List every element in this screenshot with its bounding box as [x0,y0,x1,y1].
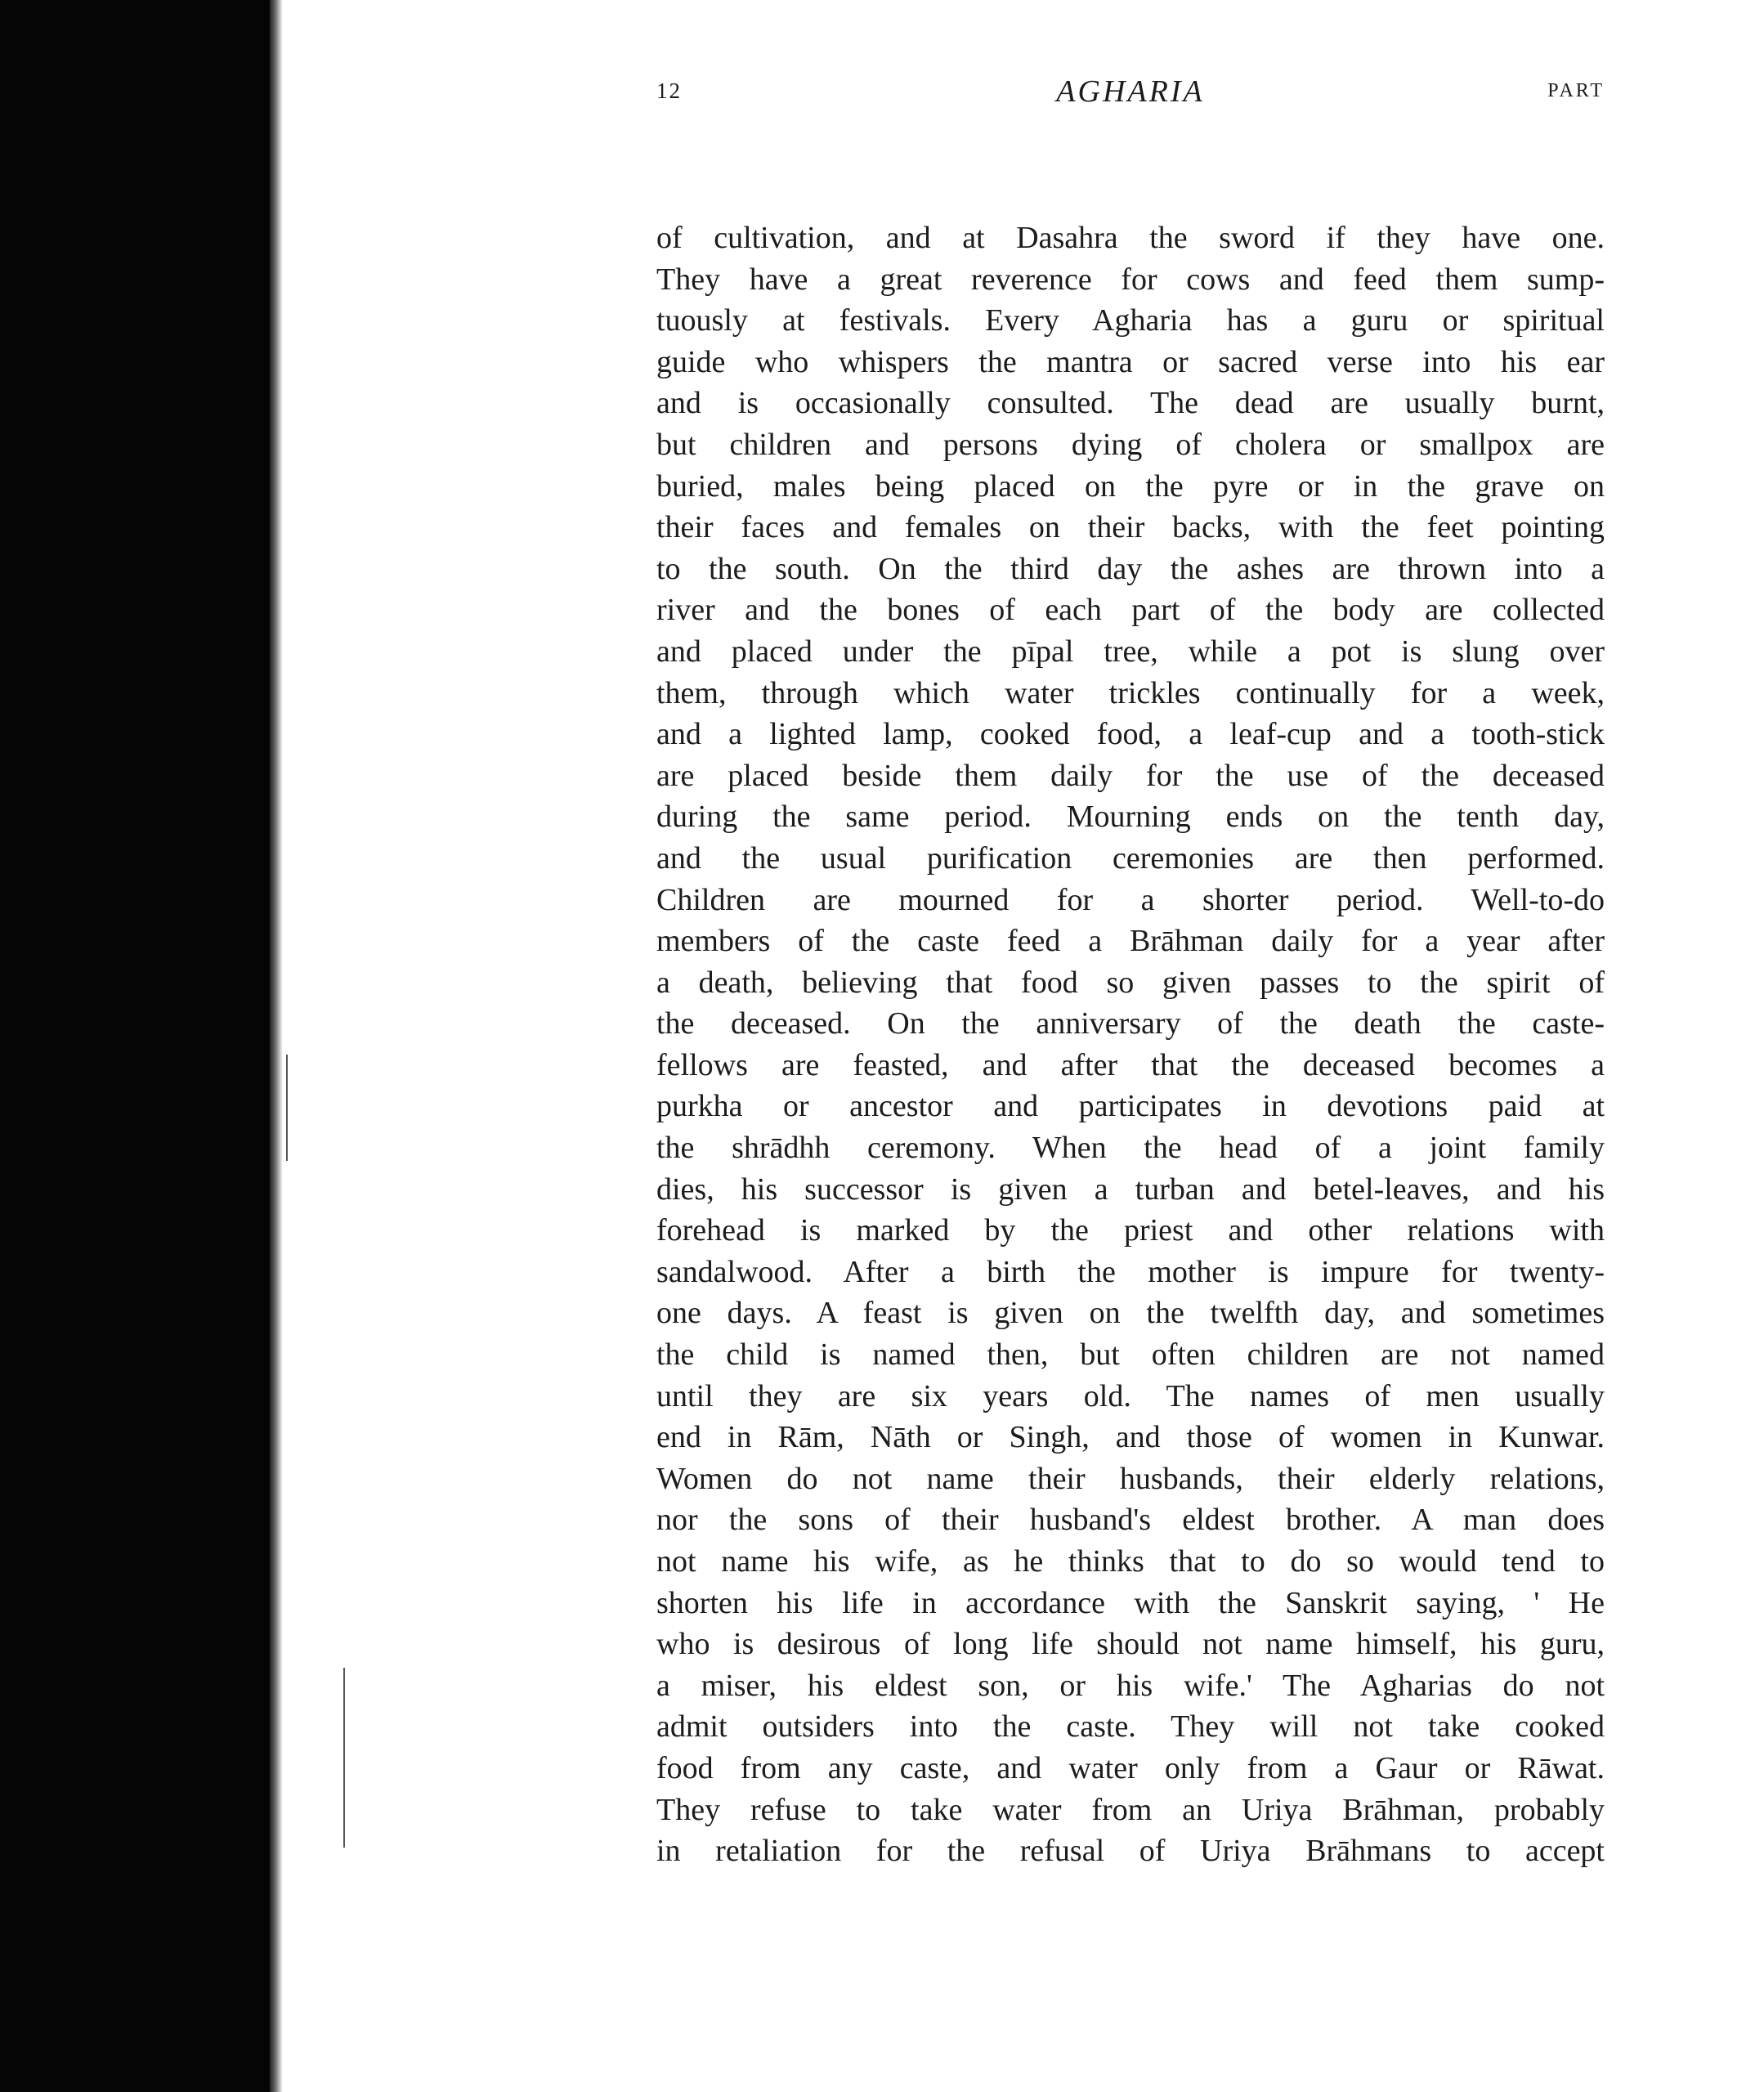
text-line: food from any caste, and water only from a Gaur or Rāwat. [656,1750,1605,1785]
page-number: 12 [656,78,682,103]
page-edge-mark [286,1055,288,1161]
running-head [656,74,1605,123]
text-line: buried, males being placed on the pyre or in the grave on [656,468,1605,504]
text-line: sandalwood. After a birth the mother is impure for twenty- [656,1254,1605,1289]
text-line: who is desirous of long life should not name himself, his guru, [656,1627,1605,1662]
text-line: and a lighted lamp, cooked food, a leaf-cup and a tooth-stick [656,717,1605,752]
text-line: the deceased. On the anniversary of the death the caste- [656,1006,1605,1042]
text-line: to the south. On the third day the ashes are thrown into a [656,551,1605,586]
text-line: tuously at festivals. Every Agharia has a guru or spiritual [656,303,1605,338]
text-line: Women do not name their husbands, their elderly relations, [656,1461,1605,1496]
page-gutter [270,0,283,2092]
text-line: the child is named then, but often children are not named [656,1337,1605,1373]
text-line: They refuse to take water from an Uriya Brāhman, probably [656,1792,1605,1827]
text-line: them, through which water trickles continually for a week, [656,675,1605,710]
text-line: in retaliation for the refusal of Uriya Brāhmans to accept [656,1834,1605,1869]
text-line: They have a great reverence for cows and feed them sump- [656,262,1605,297]
text-line: river and the bones of each part of the body are collected [656,593,1605,628]
text-line: the shrādhh ceremony. When the head of a joint family [656,1131,1605,1166]
text-line: members of the caste feed a Brāhman daily for a year after [656,924,1605,959]
text-line: and placed under the pīpal tree, while a pot is slung over [656,634,1605,669]
text-line: and is occasionally consulted. The dead are usually burnt, [656,386,1605,421]
text-line: until they are six years old. The names of men usually [656,1378,1605,1413]
text-line: their faces and females on their backs, with the feet pointing [656,510,1605,545]
text-line: but children and persons dying of cholera or smallpox are [656,427,1605,462]
book-binding-shadow [0,0,270,2092]
body-paragraph [656,217,1605,1872]
part-label: PART [1547,80,1605,101]
text-line: one days. A feast is given on the twelfth day, and sometimes [656,1296,1605,1331]
text-line: end in Rām, Nāth or Singh, and those of women in Kunwar. [656,1420,1605,1455]
text-line: not name his wife, as he thinks that to do so would tend to [656,1544,1605,1579]
text-line: Children are mourned for a shorter period. Well-to-do [656,882,1605,917]
text-line: forehead is marked by the priest and other relations with [656,1213,1605,1248]
book-page [656,74,1605,1872]
text-line: a death, believing that food so given passes to the spirit of [656,965,1605,1000]
text-line: dies, his successor is given a turban and betel-leaves, and his [656,1171,1605,1207]
text-line: admit outsiders into the caste. They will not take cooked [656,1709,1605,1745]
text-line: shorten his life in accordance with the Sanskrit saying, ' He [656,1585,1605,1620]
text-line: fellows are feasted, and after that the deceased becomes a [656,1047,1605,1082]
text-line: during the same period. Mourning ends on the tenth day, [656,800,1605,835]
text-line: are placed beside them daily for the use of the deceased [656,758,1605,793]
text-line: of cultivation, and at Dasahra the sword if they have one. [656,221,1605,255]
text-line: guide who whispers the mantra or sacred verse into his ear [656,344,1605,379]
text-line: a miser, his eldest son, or his wife.' The Agharias do not [656,1668,1605,1703]
text-line: purkha or ancestor and participates in devotions paid at [656,1089,1605,1124]
text-line: and the usual purification ceremonies are then performed. [656,840,1605,876]
running-title: AGHARIA [1056,74,1205,109]
text-line: nor the sons of their husband's eldest brother. A man does [656,1503,1605,1538]
page-edge-mark [343,1668,345,1848]
